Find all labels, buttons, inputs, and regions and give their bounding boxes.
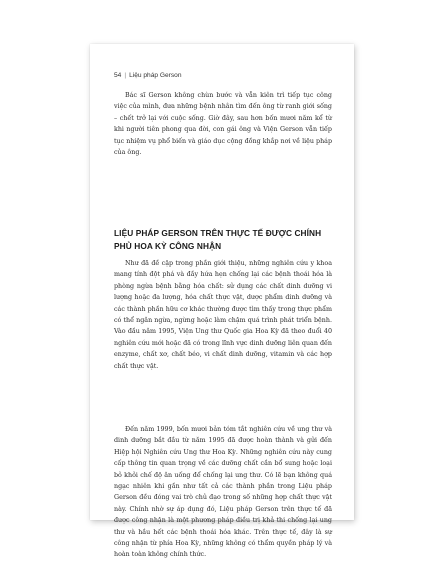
page-number: 54 — [114, 72, 122, 79]
body-paragraph-1: Bác sĩ Gerson không chùn bước và vẫn kiên trì tiếp tục công việc của mình, đưa những bệnh nhân tìm đến ông từ ranh giới sống – chết trở lại với cuộc sống. Giờ đây, sau hơn bốn mươi năm kể từ khi người tiên phong qua đời, con gái ông và Viện Gerson vẫn tiếp tục nhiệm vụ phổ biến và giáo dục cộng đồng khắp nơi về liệu pháp của ông. — [114, 92, 332, 157]
running-header — [114, 72, 181, 80]
header-separator: | — [124, 72, 127, 79]
section-heading: LIỆU PHÁP GERSON TRÊN THỰC TẾ ĐƯỢC CHÍNH PHỦ HOA KỲ CÔNG NHẬN — [114, 228, 322, 251]
body-paragraph-3: Đến năm 1999, bốn mươi bản tóm tắt nghiên cứu về ung thư và dinh dưỡng bắt đầu từ năm 1995 đã được hoàn thành và gửi đến Hiệp hội Nghiên cứu Ung thư Hoa Kỳ. Những nghiên cứu này cung cấp thông tin quan trọng về các dưỡng chất cần bổ sung hoặc loại bỏ khỏi chế độ ăn uống để chống lại ung thư. Có lẽ bạn không quá ngạc nhiên khi gần như tất cả các thành phần trong Liệu pháp Gerson đều đóng vai trò chủ đạo trong số những hợp chất thực vật này. Chính nhờ sự áp dụng đó, Liệu pháp Gerson trên thực tế đã được công nhận là một phương pháp điều trị khả thi chống lại ung thư và hầu hết các bệnh thoái hóa khác. Trên thực tế, đây là sự công nhận từ phía Hoa Kỳ, những không có thẩm quyền pháp lý và hoàn toàn không chính thức. — [114, 426, 332, 559]
body-paragraph-2: Như đã đề cập trong phần giới thiệu, những nghiên cứu y khoa mang tính đột phá và đầy hứa hẹn chống lại các bệnh thoái hóa là phòng ngừa bệnh bằng hóa chất: sử dụng các chất dinh dưỡng vi lượng hoặc đa lượng, hóa chất thực vật, dược phẩm dinh dưỡng và các thành phần hữu cơ khác thường được tìm thấy trong thực phẩm có thể ngăn ngừa, ngừng hoặc làm chậm quá trình phát triển bệnh. Vào đầu năm 1995, Viện Ung thư Quốc gia Hoa Kỳ đã theo đuổi 40 nghiên cứu mới hoặc đã có trong lĩnh vực dinh dưỡng liên quan đến enzyme, chất xơ, chất béo, vi chất dinh dưỡng, vitamin và các hợp chất thực vật. — [114, 260, 332, 370]
book-title: Liệu pháp Gerson — [129, 72, 182, 79]
